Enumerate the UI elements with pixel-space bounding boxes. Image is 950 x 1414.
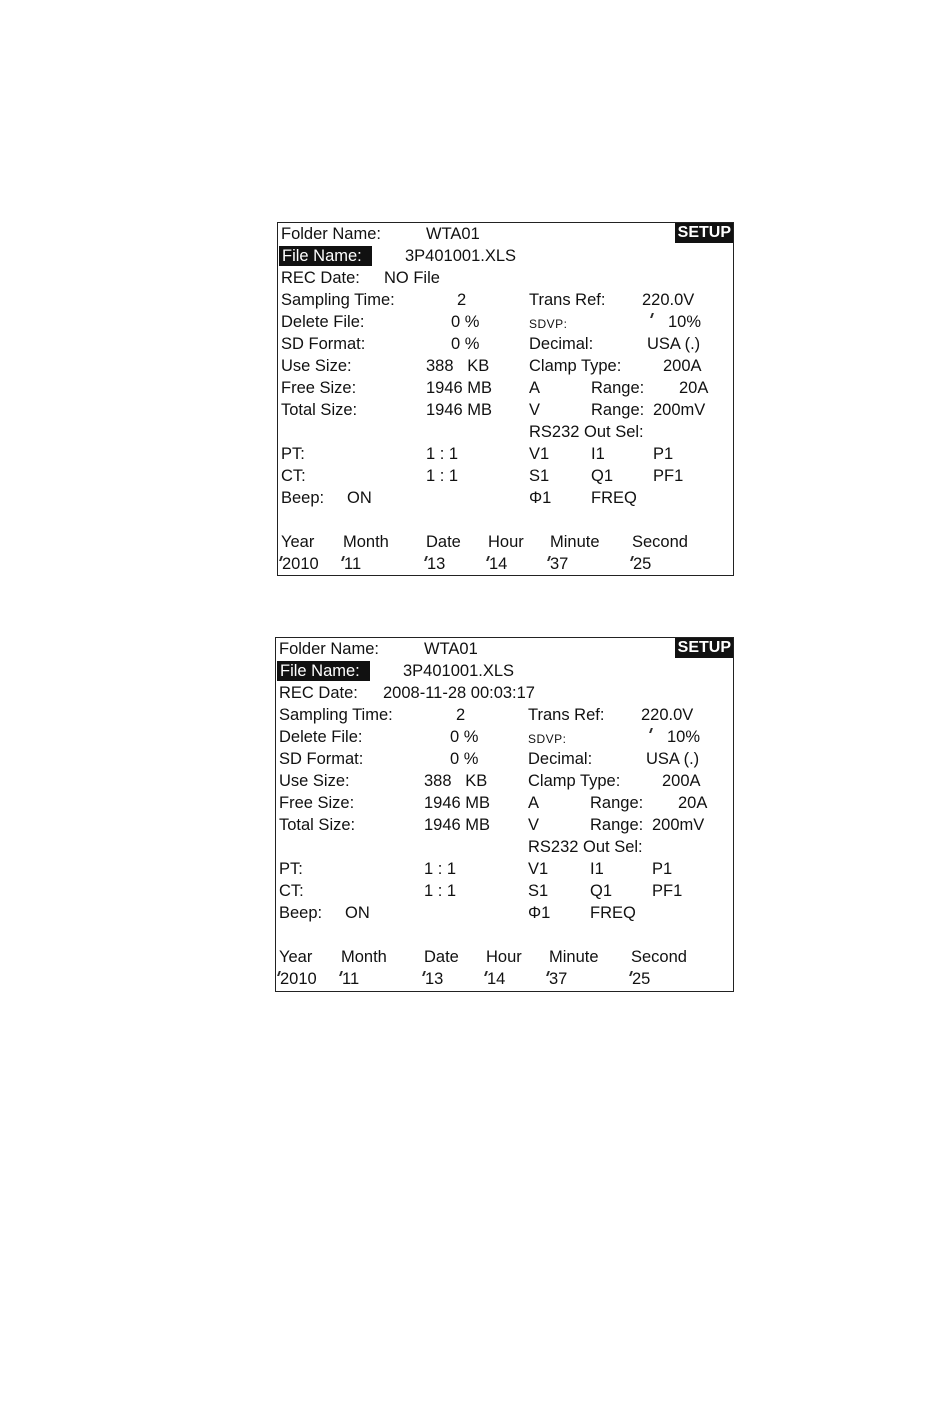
- beep-label: Beep:: [279, 904, 323, 922]
- rec-date-value: NO File: [384, 269, 440, 287]
- rs232-option[interactable]: V1: [529, 445, 550, 463]
- use-size-label: Use Size:: [279, 772, 350, 790]
- voltage-range-label: Range:: [591, 401, 645, 419]
- current-range-channel: A: [528, 794, 540, 812]
- delete-file-value[interactable]: 0 %: [450, 728, 479, 746]
- clock-value-hour[interactable]: 14: [487, 970, 506, 988]
- current-range-label: Range:: [591, 379, 645, 397]
- clamp-type-label: Clamp Type:: [528, 772, 621, 790]
- voltage-range-channel: V: [529, 401, 541, 419]
- pt-value[interactable]: 1 : 1: [426, 445, 459, 463]
- clock-header-second: Second: [631, 948, 687, 966]
- rs232-option[interactable]: PF1: [652, 882, 683, 900]
- rs232-out-sel-label: RS232 Out Sel:: [529, 423, 644, 441]
- delete-file-label: Delete File:: [281, 313, 365, 331]
- sdvp-value[interactable]: 10%: [667, 728, 701, 746]
- current-range-value[interactable]: 20A: [678, 794, 708, 812]
- decimal-label: Decimal:: [529, 335, 594, 353]
- current-range-value[interactable]: 20A: [679, 379, 709, 397]
- current-range-label: Range:: [590, 794, 644, 812]
- ct-value[interactable]: 1 : 1: [426, 467, 459, 485]
- clock-value-hour[interactable]: 14: [489, 555, 508, 573]
- use-size-value: 388 KB: [424, 772, 488, 790]
- sampling-time-value[interactable]: 2: [457, 291, 467, 309]
- free-size-value: 1946 MB: [426, 379, 493, 397]
- rec-date-value: 2008-11-28 00:03:17: [383, 684, 535, 702]
- clock-value-month[interactable]: 11: [344, 555, 362, 573]
- ct-value[interactable]: 1 : 1: [424, 882, 457, 900]
- folder-name-label: Folder Name:: [279, 640, 379, 658]
- folder-name-value: WTA01: [426, 225, 480, 243]
- clamp-type-label: Clamp Type:: [529, 357, 622, 375]
- ct-label: CT:: [281, 467, 306, 485]
- sd-format-value[interactable]: 0 %: [450, 750, 479, 768]
- setup-badge: SETUP: [675, 638, 733, 658]
- voltage-range-channel: V: [528, 816, 540, 834]
- rs232-option[interactable]: S1: [529, 467, 550, 485]
- clock-header-second: Second: [632, 533, 688, 551]
- sd-format-value[interactable]: 0 %: [451, 335, 480, 353]
- free-size-label: Free Size:: [279, 794, 355, 812]
- free-size-label: Free Size:: [281, 379, 357, 397]
- adjust-tick-icon: [650, 313, 654, 318]
- ct-label: CT:: [279, 882, 304, 900]
- total-size-label: Total Size:: [279, 816, 356, 834]
- delete-file-value[interactable]: 0 %: [451, 313, 480, 331]
- trans-ref-label: Trans Ref:: [529, 291, 606, 309]
- rs232-option[interactable]: FREQ: [591, 489, 637, 507]
- use-size-label: Use Size:: [281, 357, 352, 375]
- clamp-type-value[interactable]: 200A: [663, 357, 702, 375]
- rs232-option[interactable]: Φ1: [529, 489, 552, 507]
- trans-ref-label: Trans Ref:: [528, 706, 605, 724]
- file-name-value: 3P401001.XLS: [405, 247, 517, 265]
- rec-date-label: REC Date:: [281, 269, 360, 287]
- sd-format-label: SD Format:: [281, 335, 366, 353]
- clock-header-month: Month: [343, 533, 389, 551]
- beep-label: Beep:: [281, 489, 325, 507]
- rs232-option[interactable]: Φ1: [528, 904, 551, 922]
- beep-value[interactable]: ON: [347, 489, 372, 507]
- adjust-tick-icon: [649, 728, 653, 733]
- trans-ref-value[interactable]: 220.0V: [641, 706, 694, 724]
- clock-header-date: Date: [426, 533, 461, 551]
- clock-header-year: Year: [281, 533, 315, 551]
- rs232-option[interactable]: V1: [528, 860, 549, 878]
- folder-name-value: WTA01: [424, 640, 478, 658]
- rs232-option[interactable]: P1: [652, 860, 673, 878]
- decimal-value[interactable]: USA (.): [647, 335, 701, 353]
- rs232-option[interactable]: Q1: [590, 882, 613, 900]
- sdvp-value[interactable]: 10%: [668, 313, 702, 331]
- sampling-time-value[interactable]: 2: [456, 706, 466, 724]
- voltage-range-value[interactable]: 200mV: [653, 401, 706, 419]
- clock-value-date[interactable]: 13: [425, 970, 444, 988]
- pt-label: PT:: [279, 860, 303, 878]
- beep-value[interactable]: ON: [345, 904, 370, 922]
- sampling-time-label: Sampling Time:: [279, 706, 393, 724]
- setup-badge: SETUP: [675, 223, 733, 243]
- clock-header-minute: Minute: [549, 948, 599, 966]
- clock-value-month[interactable]: 11: [342, 970, 360, 988]
- setup-screen-1: [277, 222, 734, 576]
- current-range-channel: A: [529, 379, 541, 397]
- clock-header-hour: Hour: [488, 533, 524, 551]
- rs232-option[interactable]: S1: [528, 882, 549, 900]
- file-name-label[interactable]: File Name:: [279, 246, 372, 266]
- decimal-label: Decimal:: [528, 750, 593, 768]
- rs232-option[interactable]: FREQ: [590, 904, 636, 922]
- clock-value-year[interactable]: 2010: [280, 970, 317, 988]
- setup-screen-2: [275, 637, 734, 992]
- rs232-option[interactable]: PF1: [653, 467, 684, 485]
- delete-file-label: Delete File:: [279, 728, 363, 746]
- rs232-option[interactable]: I1: [591, 445, 605, 463]
- total-size-label: Total Size:: [281, 401, 358, 419]
- clock-value-second[interactable]: 25: [632, 970, 651, 988]
- total-size-value: 1946 MB: [424, 816, 491, 834]
- free-size-value: 1946 MB: [424, 794, 491, 812]
- folder-name-label: Folder Name:: [281, 225, 381, 243]
- pt-label: PT:: [281, 445, 305, 463]
- rs232-option[interactable]: I1: [590, 860, 604, 878]
- file-name-label[interactable]: File Name:: [277, 661, 370, 681]
- pt-value[interactable]: 1 : 1: [424, 860, 457, 878]
- voltage-range-label: Range:: [590, 816, 644, 834]
- voltage-range-value[interactable]: 200mV: [652, 816, 705, 834]
- rs232-out-sel-label: RS232 Out Sel:: [528, 838, 643, 856]
- trans-ref-value[interactable]: 220.0V: [642, 291, 695, 309]
- clock-value-minute[interactable]: 37: [549, 970, 568, 988]
- rs232-option[interactable]: Q1: [591, 467, 614, 485]
- decimal-value[interactable]: USA (.): [646, 750, 700, 768]
- clamp-type-value[interactable]: 200A: [662, 772, 701, 790]
- clock-header-date: Date: [424, 948, 459, 966]
- sd-format-label: SD Format:: [279, 750, 364, 768]
- use-size-value: 388 KB: [426, 357, 490, 375]
- clock-value-second[interactable]: 25: [633, 555, 652, 573]
- total-size-value: 1946 MB: [426, 401, 493, 419]
- sampling-time-label: Sampling Time:: [281, 291, 395, 309]
- file-name-value: 3P401001.XLS: [403, 662, 515, 680]
- clock-value-date[interactable]: 13: [427, 555, 446, 573]
- sdvp-label: SDVP:: [529, 317, 568, 331]
- sdvp-label: SDVP:: [528, 732, 567, 746]
- clock-value-minute[interactable]: 37: [550, 555, 569, 573]
- clock-header-hour: Hour: [486, 948, 522, 966]
- rs232-option[interactable]: P1: [653, 445, 674, 463]
- rec-date-label: REC Date:: [279, 684, 358, 702]
- clock-value-year[interactable]: 2010: [282, 555, 319, 573]
- clock-header-minute: Minute: [550, 533, 600, 551]
- clock-header-year: Year: [279, 948, 313, 966]
- clock-header-month: Month: [341, 948, 387, 966]
